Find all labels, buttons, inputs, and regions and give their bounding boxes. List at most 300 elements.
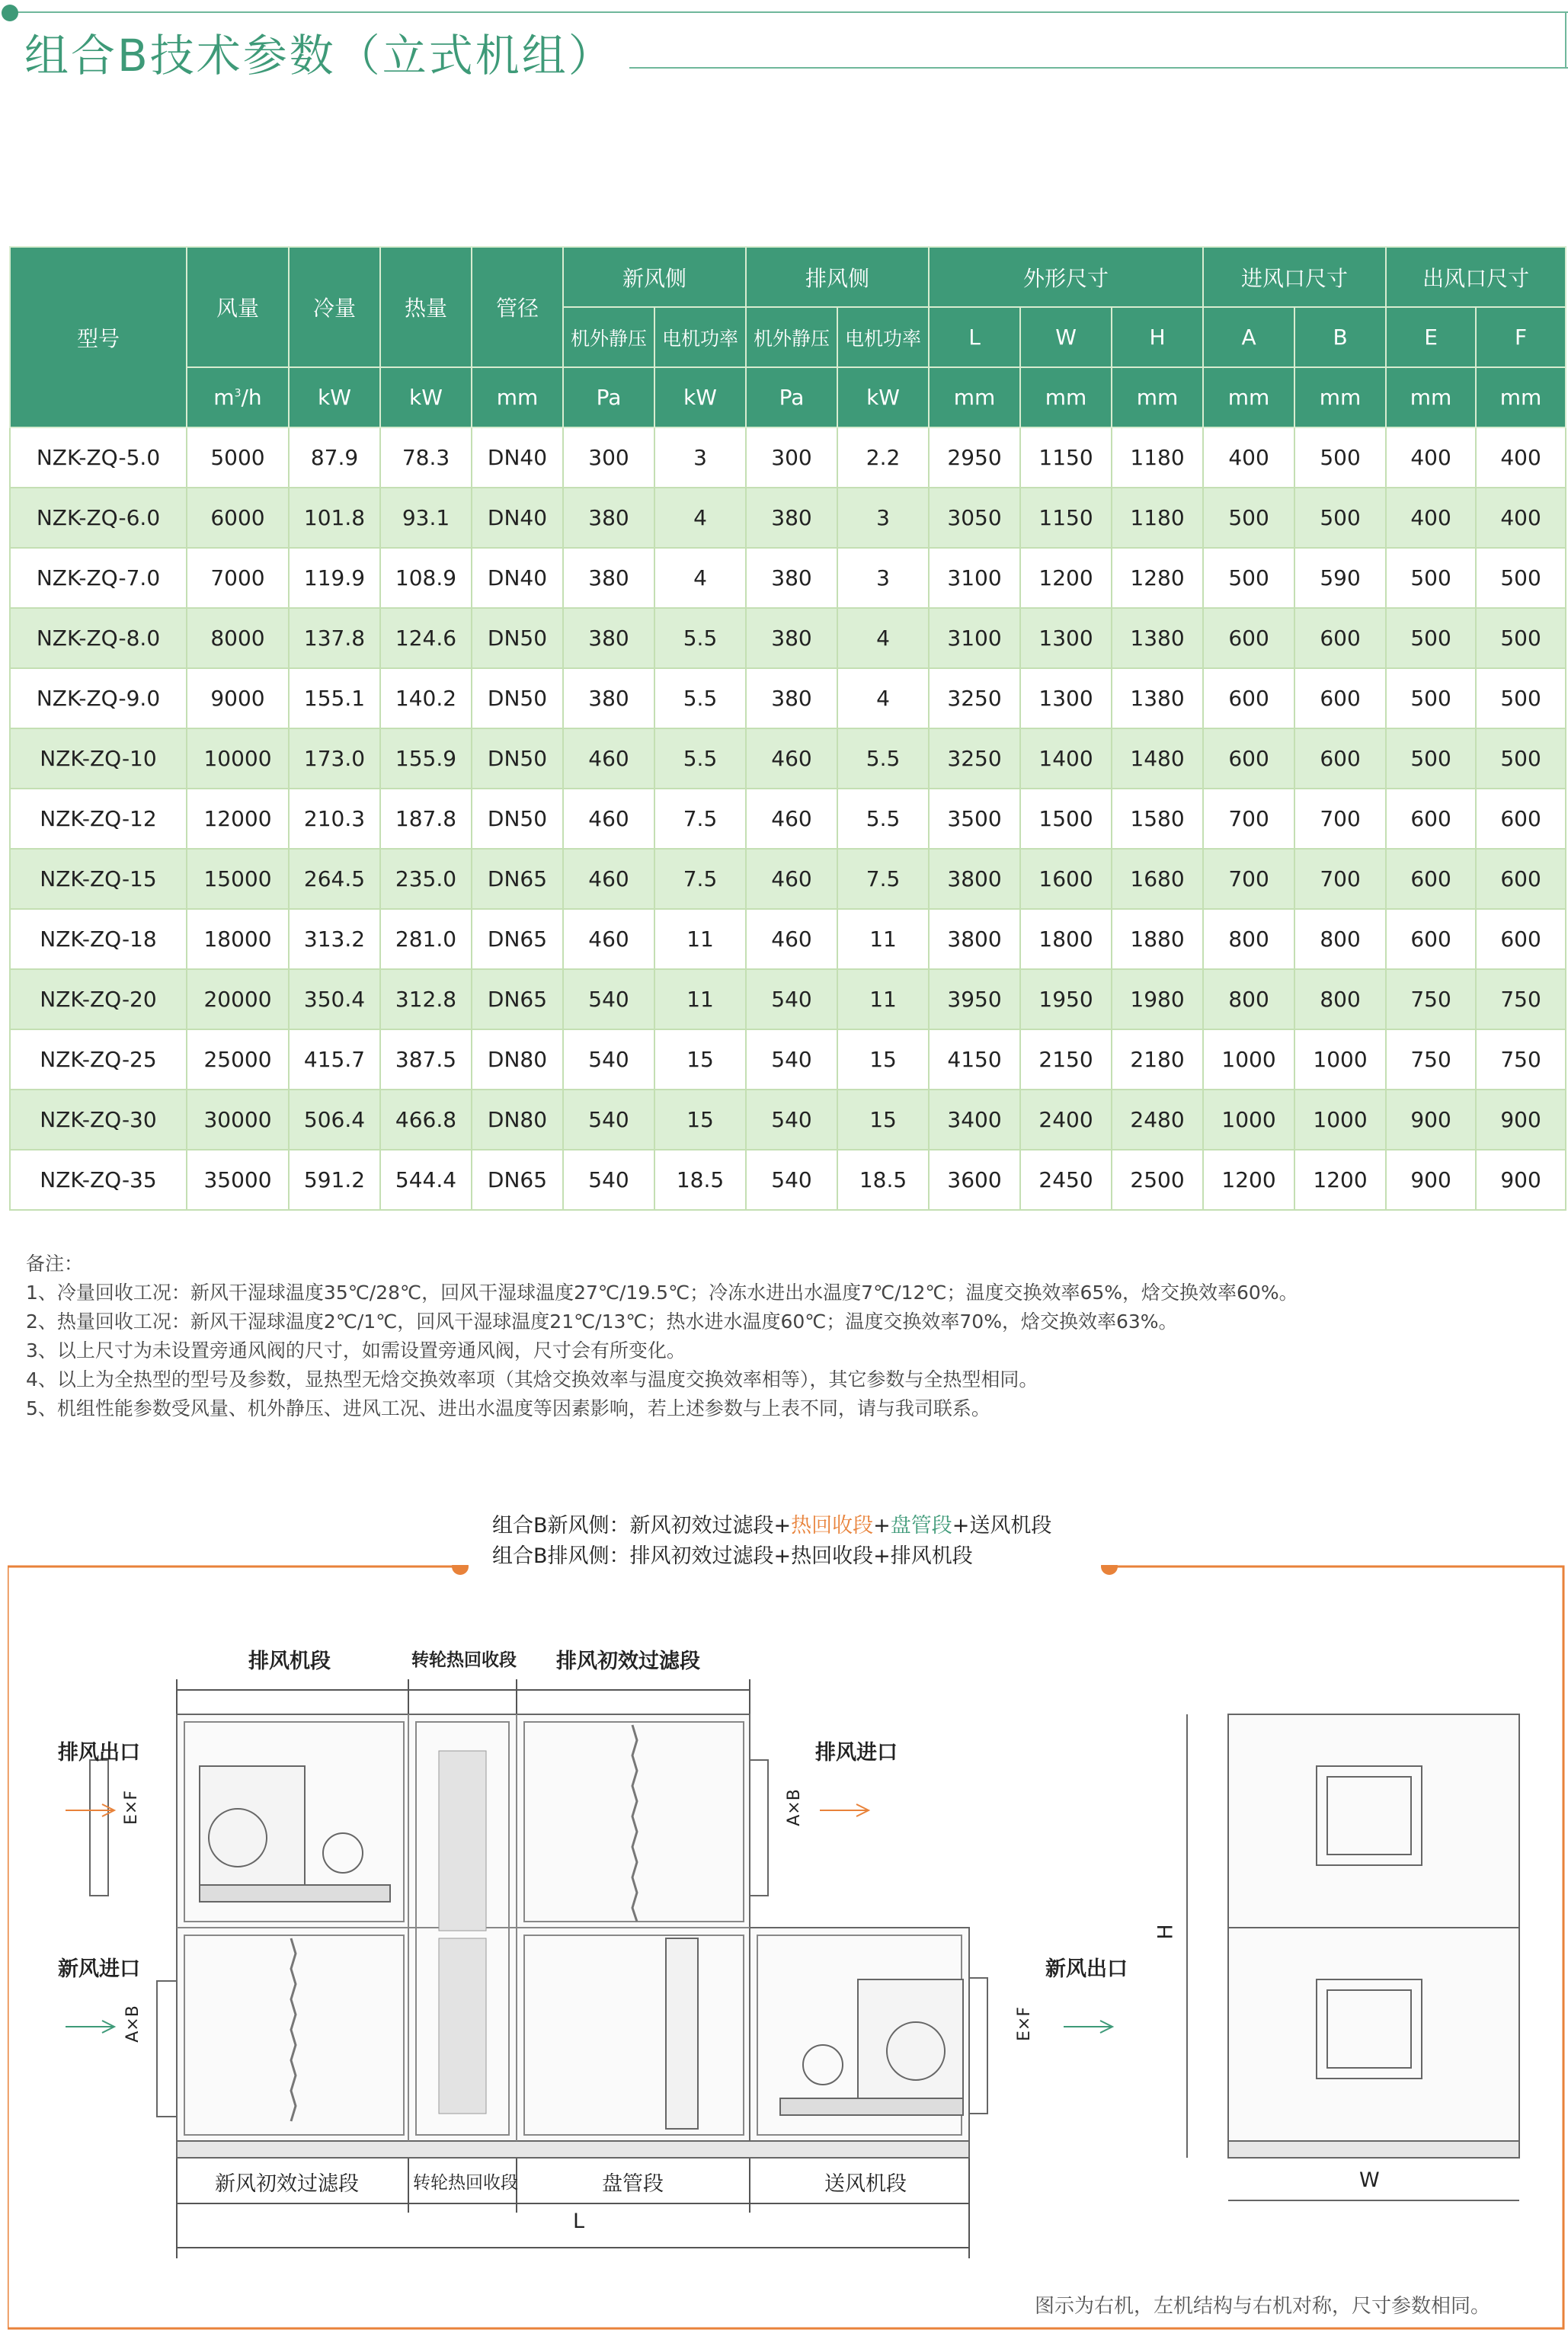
- table-cell: 1800: [1020, 909, 1112, 969]
- th-exhaust-side: 排风侧: [746, 247, 929, 307]
- exhaust-fan: [200, 1766, 305, 1885]
- table-cell: 3100: [929, 548, 1020, 608]
- table-cell: 140.2: [380, 668, 472, 728]
- table-cell: 600: [1386, 849, 1476, 909]
- table-cell: 2180: [1112, 1029, 1203, 1090]
- table-cell: DN65: [472, 969, 563, 1029]
- table-cell: 1300: [1020, 608, 1112, 668]
- table-cell: 1200: [1294, 1150, 1386, 1210]
- table-cell: 500: [1203, 548, 1294, 608]
- table-cell: 540: [746, 969, 837, 1029]
- table-cell: 1980: [1112, 969, 1203, 1029]
- table-cell: 264.5: [289, 849, 380, 909]
- table-cell: 380: [746, 668, 837, 728]
- table-cell: 1150: [1020, 488, 1112, 548]
- table-cell: 460: [563, 728, 654, 789]
- table-cell: DN65: [472, 1150, 563, 1210]
- table-cell: 30000: [187, 1090, 289, 1150]
- table-cell: 387.5: [380, 1029, 472, 1090]
- table-cell: 1380: [1112, 668, 1203, 728]
- table-row: [10, 728, 1566, 789]
- table-cell: 210.3: [289, 789, 380, 849]
- table-cell: 3600: [929, 1150, 1020, 1210]
- header-line-bottom: [629, 67, 1568, 69]
- table-cell: 460: [746, 728, 837, 789]
- table-cell: 500: [1386, 668, 1476, 728]
- table-cell: 3: [654, 427, 746, 488]
- th-W: W: [1020, 307, 1112, 367]
- unit-cooling: kW: [289, 367, 380, 427]
- table-cell: 380: [563, 668, 654, 728]
- table-cell: 591.2: [289, 1150, 380, 1210]
- table-cell: 6000: [187, 488, 289, 548]
- table-cell: 3050: [929, 488, 1020, 548]
- table-cell: NZK-ZQ-10: [10, 728, 187, 789]
- table-cell: 2400: [1020, 1090, 1112, 1150]
- port-exhaust-out: 排风出口: [58, 1741, 140, 1765]
- table-cell: 35000: [187, 1150, 289, 1210]
- table-cell: 600: [1476, 789, 1566, 849]
- table-cell: 15: [654, 1090, 746, 1150]
- table-cell: 540: [746, 1090, 837, 1150]
- table-cell: NZK-ZQ-6.0: [10, 488, 187, 548]
- table-cell: 700: [1294, 789, 1386, 849]
- table-cell: DN50: [472, 608, 563, 668]
- table-cell: 3400: [929, 1090, 1020, 1150]
- th-fresh-side: 新风侧: [563, 247, 746, 307]
- table-cell: 93.1: [380, 488, 472, 548]
- table-cell: 2.2: [837, 427, 929, 488]
- table-cell: 124.6: [380, 608, 472, 668]
- table-cell: 20000: [187, 969, 289, 1029]
- dim-axb-1: A×B: [784, 1789, 804, 1826]
- table-cell: 350.4: [289, 969, 380, 1029]
- table-cell: 400: [1476, 488, 1566, 548]
- unit-exhaust-pa: Pa: [746, 367, 837, 427]
- table-cell: DN40: [472, 548, 563, 608]
- table-cell: 3: [837, 488, 929, 548]
- table-cell: 460: [746, 849, 837, 909]
- table-cell: DN50: [472, 728, 563, 789]
- table-cell: 506.4: [289, 1090, 380, 1150]
- table-cell: 155.1: [289, 668, 380, 728]
- table-cell: 500: [1476, 728, 1566, 789]
- table-cell: 15: [654, 1029, 746, 1090]
- table-cell: NZK-ZQ-35: [10, 1150, 187, 1210]
- table-row: [10, 668, 1566, 728]
- table-cell: 1000: [1294, 1029, 1386, 1090]
- table-cell: 5.5: [654, 668, 746, 728]
- th-outlet: 出风口尺寸: [1386, 247, 1566, 307]
- table-cell: 1500: [1020, 789, 1112, 849]
- section-supply-fan: 送风机段: [824, 2172, 907, 2196]
- table-cell: 25000: [187, 1029, 289, 1090]
- unit-W: mm: [1020, 367, 1112, 427]
- wheel-upper: [439, 1751, 486, 1931]
- table-cell: 750: [1476, 969, 1566, 1029]
- table-cell: 700: [1294, 849, 1386, 909]
- table-cell: 7.5: [654, 849, 746, 909]
- table-cell: 7000: [187, 548, 289, 608]
- port-fresh-in: 新风进口: [58, 1957, 140, 1981]
- table-cell: 108.9: [380, 548, 472, 608]
- header-dot: [2, 5, 18, 21]
- table-cell: 1180: [1112, 427, 1203, 488]
- th-dimensions: 外形尺寸: [929, 247, 1203, 307]
- table-cell: 544.4: [380, 1150, 472, 1210]
- table-cell: 5.5: [654, 728, 746, 789]
- table-cell: 155.9: [380, 728, 472, 789]
- table-cell: 11: [837, 909, 929, 969]
- table-cell: 600: [1294, 728, 1386, 789]
- table-row: [10, 548, 1566, 608]
- table-cell: 3800: [929, 909, 1020, 969]
- notes-heading: 备注：: [26, 1253, 84, 1275]
- table-row: [10, 909, 1566, 969]
- table-cell: 5.5: [654, 608, 746, 668]
- th-F: F: [1476, 307, 1566, 367]
- table-row: [10, 789, 1566, 849]
- table-cell: 600: [1203, 608, 1294, 668]
- table-cell: 1950: [1020, 969, 1112, 1029]
- table-cell: 5.5: [837, 728, 929, 789]
- table-cell: 7.5: [837, 849, 929, 909]
- table-cell: 700: [1203, 849, 1294, 909]
- table-cell: 380: [746, 548, 837, 608]
- table-cell: NZK-ZQ-15: [10, 849, 187, 909]
- table-cell: 750: [1476, 1029, 1566, 1090]
- page-title: 组合B技术参数（立式机组）: [24, 30, 615, 82]
- table-cell: 281.0: [380, 909, 472, 969]
- table-cell: 500: [1386, 728, 1476, 789]
- table-cell: 1000: [1294, 1090, 1386, 1150]
- table-cell: 380: [746, 608, 837, 668]
- dim-exf-2: E×F: [1015, 2007, 1034, 2041]
- table-cell: 5.5: [837, 789, 929, 849]
- table-cell: 600: [1203, 668, 1294, 728]
- table-cell: 600: [1294, 668, 1386, 728]
- table-cell: 460: [563, 849, 654, 909]
- dim-W: W: [1359, 2168, 1380, 2192]
- table-cell: NZK-ZQ-7.0: [10, 548, 187, 608]
- th-ext-static: 机外静压: [563, 307, 654, 367]
- table-cell: 500: [1386, 548, 1476, 608]
- table-cell: 1000: [1203, 1090, 1294, 1150]
- table-cell: 11: [654, 969, 746, 1029]
- th-inlet: 进风口尺寸: [1203, 247, 1386, 307]
- table-cell: DN50: [472, 668, 563, 728]
- table-cell: 12000: [187, 789, 289, 849]
- table-cell: 187.8: [380, 789, 472, 849]
- port-fresh-out: 新风出口: [1045, 1957, 1128, 1981]
- table-cell: 3800: [929, 849, 1020, 909]
- dim-H: H: [1154, 1924, 1178, 1940]
- table-cell: 540: [746, 1150, 837, 1210]
- table-cell: 119.9: [289, 548, 380, 608]
- th-motor-power-2: 电机功率: [837, 307, 929, 367]
- unit-base: [177, 2141, 969, 2158]
- table-cell: 800: [1294, 909, 1386, 969]
- diagram-caption-fresh: 组合B新风侧：新风初效过滤段+热回收段+盘管段+送风机段: [492, 1514, 1052, 1538]
- table-row: [10, 1029, 1566, 1090]
- table-cell: 4150: [929, 1029, 1020, 1090]
- table-cell: 380: [563, 488, 654, 548]
- table-cell: 540: [563, 1150, 654, 1210]
- table-cell: 3950: [929, 969, 1020, 1029]
- table-cell: 500: [1476, 608, 1566, 668]
- unit-A: mm: [1203, 367, 1294, 427]
- wheel-lower: [439, 1938, 486, 2114]
- table-cell: 8000: [187, 608, 289, 668]
- unit-airflow: $m^3/h$: [187, 367, 289, 427]
- table-cell: 400: [1476, 427, 1566, 488]
- table-cell: 400: [1203, 427, 1294, 488]
- table-cell: 540: [746, 1029, 837, 1090]
- unit-E: mm: [1386, 367, 1476, 427]
- table-cell: 600: [1386, 909, 1476, 969]
- table-row: [10, 1150, 1566, 1210]
- table-cell: 11: [837, 969, 929, 1029]
- table-cell: 11: [654, 909, 746, 969]
- table-cell: 2450: [1020, 1150, 1112, 1210]
- table-cell: DN65: [472, 849, 563, 909]
- table-cell: NZK-ZQ-20: [10, 969, 187, 1029]
- table-cell: NZK-ZQ-8.0: [10, 608, 187, 668]
- table-cell: 500: [1203, 488, 1294, 548]
- table-cell: 460: [746, 909, 837, 969]
- table-cell: 235.0: [380, 849, 472, 909]
- table-cell: 15: [837, 1029, 929, 1090]
- table-cell: 3250: [929, 728, 1020, 789]
- table-cell: 7.5: [654, 789, 746, 849]
- table-cell: 312.8: [380, 969, 472, 1029]
- table-cell: 380: [563, 608, 654, 668]
- table-cell: 460: [746, 789, 837, 849]
- table-cell: 600: [1476, 909, 1566, 969]
- table-cell: DN40: [472, 488, 563, 548]
- table-cell: 10000: [187, 728, 289, 789]
- table-cell: 87.9: [289, 427, 380, 488]
- spec-table-body: [10, 427, 1566, 1210]
- table-cell: 18.5: [654, 1150, 746, 1210]
- table-cell: 400: [1386, 488, 1476, 548]
- diagram-caption-exhaust: 组合B排风侧：排风初效过滤段+热回收段+排风机段: [492, 1544, 973, 1568]
- fresh-in-port: [157, 1981, 177, 2117]
- table-cell: DN65: [472, 909, 563, 969]
- table-cell: 540: [563, 1029, 654, 1090]
- header-line-right: [1565, 11, 1566, 69]
- table-cell: 900: [1476, 1150, 1566, 1210]
- table-cell: 750: [1386, 969, 1476, 1029]
- table-cell: 4: [654, 548, 746, 608]
- table-cell: 900: [1386, 1150, 1476, 1210]
- table-cell: 700: [1203, 789, 1294, 849]
- exhaust-in-port: [750, 1760, 768, 1896]
- table-cell: 3500: [929, 789, 1020, 849]
- table-cell: 137.8: [289, 608, 380, 668]
- unit-diagram: [8, 1565, 1566, 2330]
- table-cell: 300: [746, 427, 837, 488]
- table-cell: 460: [563, 789, 654, 849]
- table-cell: 800: [1203, 969, 1294, 1029]
- dim-exf-1: E×F: [122, 1791, 141, 1825]
- table-cell: 1880: [1112, 909, 1203, 969]
- unit-B: mm: [1294, 367, 1386, 427]
- table-cell: 3: [837, 548, 929, 608]
- table-cell: 1180: [1112, 488, 1203, 548]
- table-cell: DN80: [472, 1090, 563, 1150]
- th-motor-power: 电机功率: [654, 307, 746, 367]
- table-cell: 1380: [1112, 608, 1203, 668]
- table-cell: 5000: [187, 427, 289, 488]
- table-cell: DN40: [472, 427, 563, 488]
- table-cell: NZK-ZQ-5.0: [10, 427, 187, 488]
- table-cell: 900: [1386, 1090, 1476, 1150]
- table-cell: 1480: [1112, 728, 1203, 789]
- th-airflow: 风量: [187, 247, 289, 367]
- table-cell: 540: [563, 969, 654, 1029]
- unit-pipe: mm: [472, 367, 563, 427]
- table-cell: 1200: [1203, 1150, 1294, 1210]
- table-cell: 18000: [187, 909, 289, 969]
- spec-table: [9, 246, 1566, 1211]
- table-cell: 4: [837, 608, 929, 668]
- table-cell: 313.2: [289, 909, 380, 969]
- section-fresh-filter: 新风初效过滤段: [215, 2172, 359, 2196]
- note-item: 2、热量回收工况：新风干湿球温度2℃/1℃，回风干湿球温度21℃/13℃；热水进水温度60℃；温度交换效率70%，焓交换效率63%。: [26, 1311, 1178, 1333]
- table-cell: 15000: [187, 849, 289, 909]
- th-model: 型号: [10, 247, 187, 427]
- section-wheel-bottom: 转轮热回收段: [413, 2173, 518, 2193]
- table-cell: NZK-ZQ-12: [10, 789, 187, 849]
- table-row: [10, 969, 1566, 1029]
- table-cell: 2150: [1020, 1029, 1112, 1090]
- unit-exhaust-kw: kW: [837, 367, 929, 427]
- table-cell: 900: [1476, 1090, 1566, 1150]
- table-row: [10, 1090, 1566, 1150]
- table-cell: 173.0: [289, 728, 380, 789]
- table-cell: 3250: [929, 668, 1020, 728]
- unit-heating: kW: [380, 367, 472, 427]
- dim-axb-2: A×B: [123, 2005, 142, 2043]
- unit-fresh-kw: kW: [654, 367, 746, 427]
- table-cell: 1600: [1020, 849, 1112, 909]
- table-cell: 3100: [929, 608, 1020, 668]
- section-exhaust-fan: 排风机段: [248, 1650, 331, 1673]
- supply-fan: [858, 1979, 963, 2098]
- th-B: B: [1294, 307, 1386, 367]
- table-cell: 500: [1476, 668, 1566, 728]
- table-row: [10, 849, 1566, 909]
- table-cell: 15: [837, 1090, 929, 1150]
- table-cell: 600: [1476, 849, 1566, 909]
- table-cell: NZK-ZQ-25: [10, 1029, 187, 1090]
- table-cell: 500: [1294, 488, 1386, 548]
- table-cell: 460: [563, 909, 654, 969]
- table-cell: 800: [1294, 969, 1386, 1029]
- table-cell: DN50: [472, 789, 563, 849]
- table-cell: 415.7: [289, 1029, 380, 1090]
- table-cell: 1400: [1020, 728, 1112, 789]
- table-cell: 500: [1294, 427, 1386, 488]
- table-cell: 2500: [1112, 1150, 1203, 1210]
- table-cell: 1280: [1112, 548, 1203, 608]
- table-cell: 18.5: [837, 1150, 929, 1210]
- table-cell: 1580: [1112, 789, 1203, 849]
- th-L: L: [929, 307, 1020, 367]
- frame-dot-left: [452, 1565, 469, 1575]
- section-coil: 盘管段: [602, 2172, 664, 2196]
- table-cell: 400: [1386, 427, 1476, 488]
- table-cell: 1300: [1020, 668, 1112, 728]
- table-cell: 4: [654, 488, 746, 548]
- table-cell: NZK-ZQ-18: [10, 909, 187, 969]
- note-item: 5、机组性能参数受风量、机外静压、进风工况、进出水温度等因素影响，若上述参数与上表不同，请与我司联系。: [26, 1397, 990, 1419]
- table-cell: 300: [563, 427, 654, 488]
- table-cell: 380: [746, 488, 837, 548]
- table-cell: NZK-ZQ-9.0: [10, 668, 187, 728]
- table-cell: 1200: [1020, 548, 1112, 608]
- table-row: [10, 608, 1566, 668]
- table-cell: 9000: [187, 668, 289, 728]
- th-E: E: [1386, 307, 1476, 367]
- diagram-footnote: 图示为右机，左机结构与右机对称，尺寸参数相同。: [1035, 2295, 1491, 2318]
- table-cell: DN80: [472, 1029, 563, 1090]
- table-cell: 101.8: [289, 488, 380, 548]
- th-ext-static-2: 机外静压: [746, 307, 837, 367]
- table-cell: 600: [1203, 728, 1294, 789]
- table-cell: NZK-ZQ-30: [10, 1090, 187, 1150]
- section-wheel-top: 转轮热回收段: [411, 1650, 517, 1670]
- table-cell: 4: [837, 668, 929, 728]
- table-cell: 600: [1294, 608, 1386, 668]
- frame-dot-right: [1101, 1565, 1118, 1575]
- note-item: 3、以上尺寸为未设置旁通风阀的尺寸，如需设置旁通风阀，尺寸会有所变化。: [26, 1339, 686, 1362]
- dim-L: L: [573, 2210, 585, 2233]
- port-exhaust-in: 排风进口: [815, 1741, 898, 1765]
- th-pipe: 管径: [472, 247, 563, 367]
- th-cooling: 冷量: [289, 247, 380, 367]
- table-cell: 590: [1294, 548, 1386, 608]
- table-cell: 500: [1386, 608, 1476, 668]
- note-item: 4、以上为全热型的型号及参数，显热型无焓交换效率项（其焓交换效率与温度交换效率相等），其它参数与全热型相同。: [26, 1368, 1038, 1391]
- table-cell: 1680: [1112, 849, 1203, 909]
- th-A: A: [1203, 307, 1294, 367]
- notes: [26, 1250, 1298, 1423]
- table-cell: 78.3: [380, 427, 472, 488]
- table-cell: 466.8: [380, 1090, 472, 1150]
- header-line-top: [17, 11, 1568, 13]
- table-cell: 600: [1386, 789, 1476, 849]
- table-row: [10, 488, 1566, 548]
- table-cell: 380: [563, 548, 654, 608]
- coil: [666, 1938, 698, 2129]
- unit-fresh-pa: Pa: [563, 367, 654, 427]
- unit-L: mm: [929, 367, 1020, 427]
- table-cell: 540: [563, 1090, 654, 1150]
- table-cell: 2950: [929, 427, 1020, 488]
- table-row: [10, 427, 1566, 488]
- th-H: H: [1112, 307, 1203, 367]
- section-exhaust-filter: 排风初效过滤段: [556, 1650, 700, 1673]
- unit-H: mm: [1112, 367, 1203, 427]
- note-item: 1、冷量回收工况：新风干湿球温度35℃/28℃，回风干湿球温度27℃/19.5℃；冷冻水进出水温度7℃/12℃；温度交换效率65%，焓交换效率60%。: [26, 1282, 1298, 1304]
- table-cell: 500: [1476, 548, 1566, 608]
- table-cell: 1000: [1203, 1029, 1294, 1090]
- th-heating: 热量: [380, 247, 472, 367]
- table-cell: 1150: [1020, 427, 1112, 488]
- table-cell: 800: [1203, 909, 1294, 969]
